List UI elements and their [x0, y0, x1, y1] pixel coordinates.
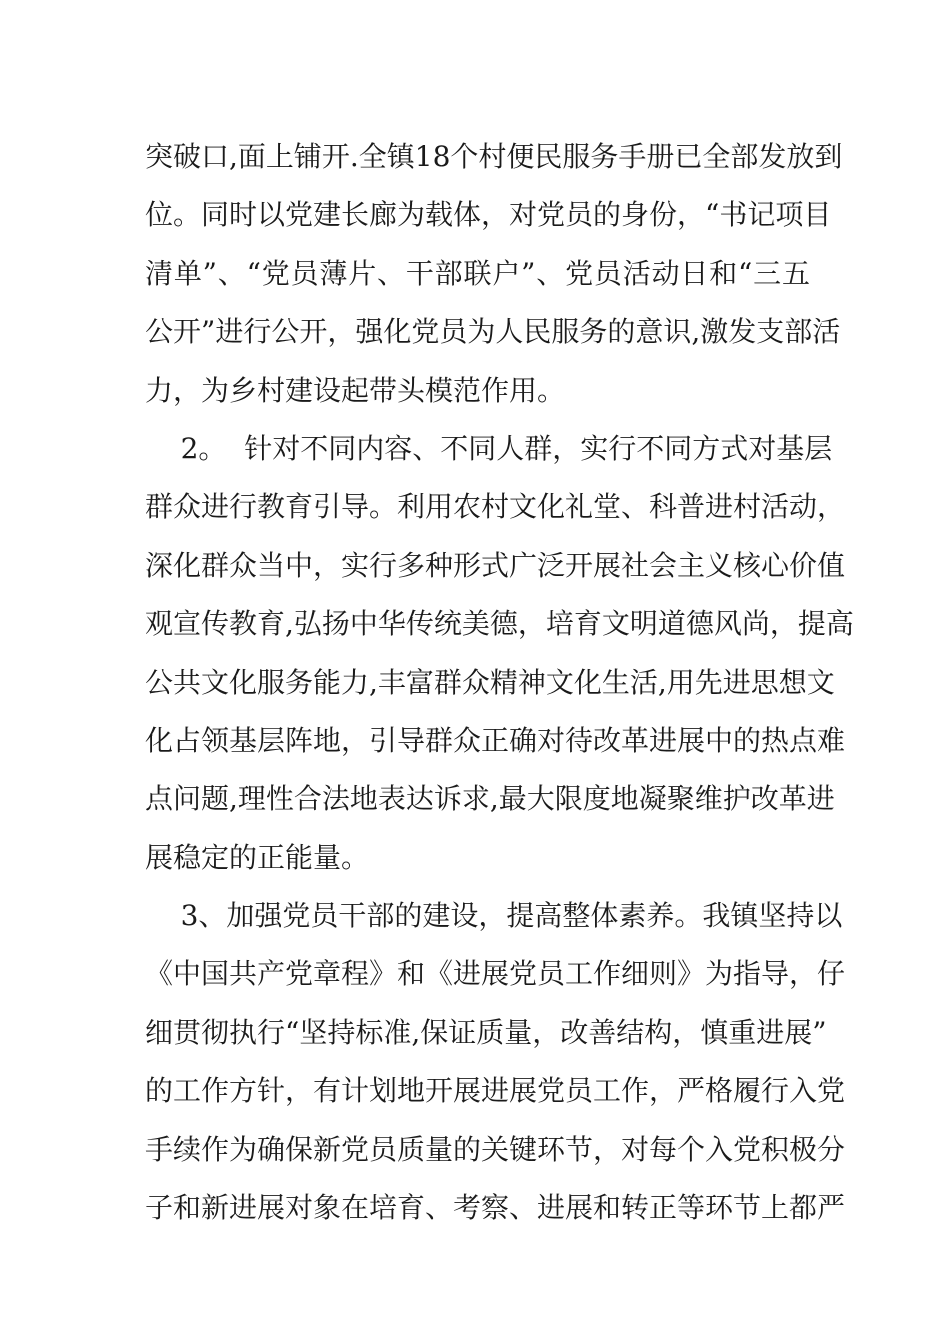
text-line: 3、加强党员干部的建设，提高整体素养。我镇坚持以: [145, 899, 843, 933]
text-line: 位。同时以党建长廊为载体，对党员的身份，“书记项目: [145, 198, 832, 232]
text-line: 化占领基层阵地，引导群众正确对待改革进展中的热点难: [145, 723, 846, 757]
text-line: 点问题,理性合法地表达诉求,最大限度地凝聚维护改革进: [145, 782, 835, 816]
text-line: 子和新进展对象在培育、考察、进展和转正等环节上都严: [145, 1191, 846, 1225]
text-line: 群众进行教育引导。利用农村文化礼堂、科普进村活动，: [145, 490, 846, 524]
text-line: 2。 针对不同内容、不同人群，实行不同方式对基层: [145, 431, 833, 465]
text-line: 的工作方针，有计划地开展进展党员工作，严格履行入党: [145, 1074, 846, 1108]
text-line: 突破口,面上铺开.全镇18个村便民服务手册已全部发放到: [145, 140, 843, 173]
text-line: 展稳定的正能量。: [145, 840, 370, 874]
text-line: 观宣传教育,弘扬中华传统美德，培育文明道德风尚，提高: [145, 607, 854, 641]
text-line: 《中国共产党章程》和《进展党员工作细则》为指导，仔: [145, 957, 846, 991]
text-line: 手续作为确保新党员质量的关键环节，对每个入党积极分: [145, 1132, 846, 1166]
text-line: 公开”进行公开，强化党员为人民服务的意识,激发支部活: [145, 315, 841, 349]
body-text: [145, 128, 854, 1237]
text-line: 公共文化服务能力,丰富群众精神文化生活,用先进思想文: [145, 665, 835, 699]
text-line: 清单”、“党员薄片、干部联户”、党员活动日和“三五: [145, 256, 810, 290]
text-line: 深化群众当中，实行多种形式广泛开展社会主义核心价值: [145, 548, 846, 582]
text-line: 细贯彻执行“坚持标准,保证质量，改善结构，慎重进展”: [145, 1015, 827, 1049]
text-line: 力，为乡村建设起带头模范作用。: [145, 373, 566, 407]
